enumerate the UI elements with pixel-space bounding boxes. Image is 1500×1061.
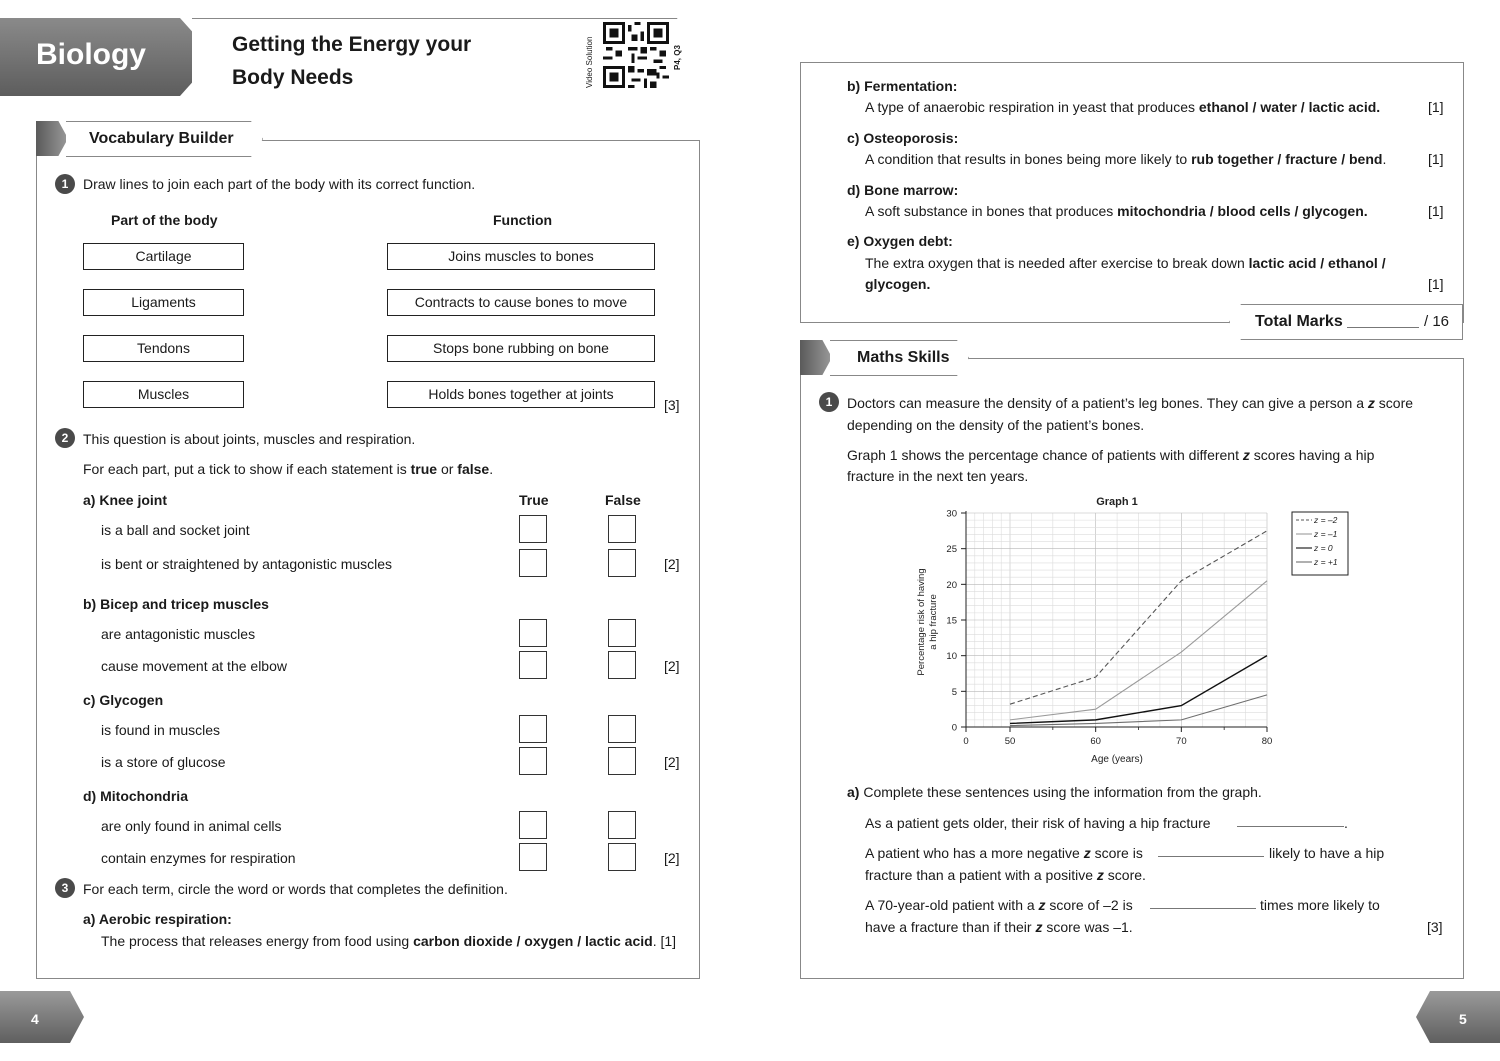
instruction-false: false	[457, 461, 490, 477]
legend-label: z = +1	[1314, 557, 1338, 567]
body-part-box[interactable]: Cartilage	[83, 243, 244, 270]
true-checkbox[interactable]	[519, 811, 547, 839]
page-number-right: 5	[1459, 1011, 1467, 1027]
intro-text: score	[1374, 395, 1414, 411]
x-axis-ticks	[963, 727, 1272, 747]
question-2-intro: This question is about joints, muscles and respiration.	[83, 431, 416, 447]
term-label: d) Bone marrow:	[847, 182, 959, 198]
sentence-text: A 70-year-old patient with a	[865, 897, 1039, 913]
page-title	[232, 28, 471, 94]
part-a-instruction	[847, 784, 1262, 800]
page-tab-right	[1416, 991, 1500, 1043]
statement-text: contain enzymes for respiration	[101, 850, 296, 866]
term-label: a) Aerobic respiration:	[83, 911, 232, 927]
statement-text: cause movement at the elbow	[101, 658, 287, 674]
term-definition-cont: glycogen.	[865, 276, 931, 292]
subject-title: Biology	[36, 38, 146, 71]
false-checkbox[interactable]	[608, 619, 636, 647]
x-tick-label: 70	[1176, 736, 1187, 747]
z-symbol: z	[1096, 867, 1104, 883]
intro-text: Graph 1 shows the percentage chance of patients with different	[847, 447, 1243, 463]
sentence-1-end: .	[1344, 815, 1348, 831]
sentence-3-cont: times more likely to	[1260, 897, 1380, 913]
term-definition: A condition that results in bones being more likely to rub together / fracture / bend.	[865, 151, 1387, 167]
definition-options[interactable]: rub together / fracture / bend	[1191, 151, 1383, 167]
term-definition: A soft substance in bones that produces mitochondria / blood cells / glycogen.	[865, 203, 1368, 219]
function-box[interactable]: Stops bone rubbing on bone	[387, 335, 655, 362]
y-tick-label: 30	[946, 508, 957, 520]
false-checkbox[interactable]	[608, 651, 636, 679]
sentence-1: As a patient gets older, their risk of having a hip fracture	[865, 815, 1211, 831]
sentence-text: score was –1.	[1042, 919, 1133, 935]
true-checkbox[interactable]	[519, 715, 547, 743]
page-tab-left	[0, 991, 84, 1043]
marks-label: [1]	[1428, 151, 1444, 167]
page-title-line2: Body Needs	[232, 66, 354, 89]
false-checkbox[interactable]	[608, 515, 636, 543]
term-label: e) Oxygen debt:	[847, 233, 953, 249]
marks-label: [1]	[1428, 99, 1444, 115]
part-label: b) Bicep and tricep muscles	[83, 596, 269, 612]
legend-label: z = –2	[1314, 515, 1338, 525]
question-1-text: Draw lines to join each part of the body with its correct function.	[83, 176, 476, 192]
x-tick-label: 0	[963, 736, 969, 747]
y-tick-label: 5	[951, 686, 957, 698]
true-checkbox[interactable]	[519, 747, 547, 775]
statement-text: are only found in animal cells	[101, 818, 282, 834]
false-checkbox[interactable]	[608, 549, 636, 577]
marks-label: [3]	[664, 397, 680, 413]
instruction-end: .	[489, 461, 494, 477]
sentence-text: score.	[1103, 867, 1146, 883]
answer-blank-3[interactable]	[1150, 908, 1256, 909]
page-number-left: 4	[31, 1011, 39, 1027]
part-label: d) Mitochondria	[83, 788, 188, 804]
statement-text: are antagonistic muscles	[101, 626, 256, 642]
function-box[interactable]: Holds bones together at joints	[387, 381, 655, 408]
z-symbol: z	[1083, 845, 1091, 861]
x-tick-label: 80	[1261, 736, 1273, 747]
true-checkbox[interactable]	[519, 619, 547, 647]
part-label: c) Glycogen	[83, 692, 164, 708]
false-checkbox[interactable]	[608, 715, 636, 743]
question-2-instruction	[83, 461, 493, 477]
question-number-1: 1	[819, 392, 839, 412]
answer-blank-2[interactable]	[1158, 856, 1264, 857]
hip-fracture-chart	[900, 490, 1360, 770]
marks-label: [1]	[660, 933, 677, 949]
false-column-header: False	[605, 492, 641, 508]
video-solution-label: Video Solution	[585, 36, 594, 88]
definition-text: A condition that results in bones being more likely to	[865, 151, 1192, 167]
z-symbol: z	[1367, 395, 1375, 411]
false-checkbox[interactable]	[608, 811, 636, 839]
y-tick-label: 10	[946, 651, 957, 663]
part-label: a) Knee joint	[83, 492, 168, 508]
total-marks-label: Total Marks	[1255, 313, 1343, 330]
definition-options[interactable]: glycogen	[865, 276, 927, 292]
chart-title: Graph 1	[1096, 496, 1138, 508]
definition-options[interactable]: mitochondria / blood cells / glycogen	[1117, 203, 1364, 219]
sentence-2-line2	[865, 867, 1146, 883]
x-tick-label: 60	[1090, 736, 1101, 747]
z-symbol: z	[1035, 919, 1043, 935]
sentence-3	[865, 897, 1133, 913]
total-marks-value: / 16	[1424, 313, 1450, 330]
false-checkbox[interactable]	[608, 747, 636, 775]
definition-text: A soft substance in bones that produces	[865, 203, 1118, 219]
true-checkbox[interactable]	[519, 843, 547, 871]
term-label: b) Fermentation:	[847, 78, 958, 94]
term-label: c) Osteoporosis:	[847, 130, 959, 146]
marks-label: [2]	[664, 754, 680, 770]
legend-label: z = –1	[1314, 529, 1338, 539]
y-axis-label-line2: a hip fracture	[928, 594, 939, 650]
instruction-true: true	[410, 461, 438, 477]
statement-text: is found in muscles	[101, 722, 221, 738]
part-a-text: Complete these sentences using the information from the graph.	[863, 784, 1262, 800]
instruction-text: For each part, put a tick to show if each statement is	[83, 461, 411, 477]
x-axis-label: Age (years)	[1091, 754, 1143, 765]
instruction-or: or	[437, 461, 458, 477]
sentence-text: score is	[1090, 845, 1143, 861]
question-number-2: 2	[55, 428, 75, 448]
maths-intro-line2: depending on the density of the patient’s bones.	[847, 417, 1145, 433]
y-tick-label: 25	[946, 544, 957, 556]
y-axis-ticks	[946, 509, 966, 734]
sentence-text: have a fracture than if their	[865, 919, 1036, 935]
paper-reference: P4, Q3	[673, 45, 682, 70]
term-definition	[101, 933, 676, 949]
z-symbol: z	[1242, 447, 1250, 463]
y-tick-label: 15	[946, 615, 957, 627]
marks-label: [2]	[664, 556, 680, 572]
true-column-header: True	[519, 492, 549, 508]
question-3-text: For each term, circle the word or words that completes the definition.	[83, 881, 508, 897]
total-marks-edge	[1462, 304, 1463, 340]
chart-legend	[1292, 512, 1348, 575]
answer-blank-1[interactable]	[1237, 826, 1344, 827]
page-title-line1: Getting the Energy your	[232, 33, 472, 56]
marks-label: [2]	[664, 658, 680, 674]
vocabulary-builder-title: Vocabulary Builder	[89, 130, 234, 147]
z-symbol: z	[1038, 897, 1046, 913]
definition-text: The extra oxygen that is needed after exercise to break down	[865, 255, 1249, 271]
statement-text: is a ball and socket joint	[101, 522, 250, 538]
term-definition: A type of anaerobic respiration in yeast that produces ethanol / water / lactic acid.	[865, 99, 1381, 115]
marks-label: [1]	[1428, 276, 1444, 292]
true-checkbox[interactable]	[519, 515, 547, 543]
graph-intro-line1	[847, 447, 1374, 463]
question-number-1: 1	[55, 174, 75, 194]
y-tick-label: 20	[946, 579, 957, 591]
total-marks-blank[interactable]	[1347, 327, 1419, 328]
body-part-box[interactable]: Muscles	[83, 381, 244, 408]
legend-label: z = 0	[1314, 543, 1333, 553]
false-checkbox[interactable]	[608, 843, 636, 871]
definition-text: A type of anaerobic respiration in yeast that produces	[865, 99, 1199, 115]
statement-text: is a store of glucose	[101, 754, 226, 770]
y-axis-label-line1: Percentage risk of having	[916, 568, 927, 676]
sentence-text: fracture than a patient with a positive	[865, 867, 1097, 883]
marks-label: [3]	[1427, 919, 1443, 935]
maths-intro-line1	[847, 395, 1413, 411]
column-header-part: Part of the body	[111, 212, 218, 228]
body-part-box[interactable]: Ligaments	[83, 289, 244, 316]
intro-text: Doctors can measure the density of a patient’s leg bones. They can give a person a	[847, 395, 1368, 411]
column-header-function: Function	[493, 212, 553, 228]
statement-text: is bent or straightened by antagonistic muscles	[101, 556, 393, 572]
sentence-2	[865, 845, 1143, 861]
maths-skills-title: Maths Skills	[857, 349, 950, 366]
definition-text: The process that releases energy from food using	[101, 933, 414, 949]
qr-code-icon[interactable]	[603, 22, 669, 88]
definition-options[interactable]: lactic acid / ethanol /	[1248, 255, 1386, 271]
sentence-3-line2	[865, 919, 1133, 935]
body-part-box[interactable]: Tendons	[83, 335, 244, 362]
graph-intro-line2: fracture in the next ten years.	[847, 468, 1029, 484]
intro-text: scores having a hip	[1249, 447, 1375, 463]
definition-end: .	[652, 933, 657, 949]
part-a-label: a)	[847, 784, 860, 800]
y-tick-label: 0	[951, 722, 957, 734]
function-box[interactable]: Contracts to cause bones to move	[387, 289, 655, 316]
question-number-3: 3	[55, 878, 75, 898]
definition-options[interactable]: ethanol / water / lactic acid	[1198, 99, 1377, 115]
sentence-text: score of –2 is	[1045, 897, 1133, 913]
x-tick-label: 50	[1004, 736, 1016, 747]
term-definition	[865, 255, 1386, 271]
true-checkbox[interactable]	[519, 651, 547, 679]
sentence-2-cont: likely to have a hip	[1269, 845, 1385, 861]
function-box[interactable]: Joins muscles to bones	[387, 243, 655, 270]
definition-options[interactable]: carbon dioxide / oxygen / lactic acid	[413, 933, 653, 949]
true-checkbox[interactable]	[519, 549, 547, 577]
marks-label: [2]	[664, 850, 680, 866]
sentence-text: A patient who has a more negative	[865, 845, 1084, 861]
marks-label: [1]	[1428, 203, 1444, 219]
